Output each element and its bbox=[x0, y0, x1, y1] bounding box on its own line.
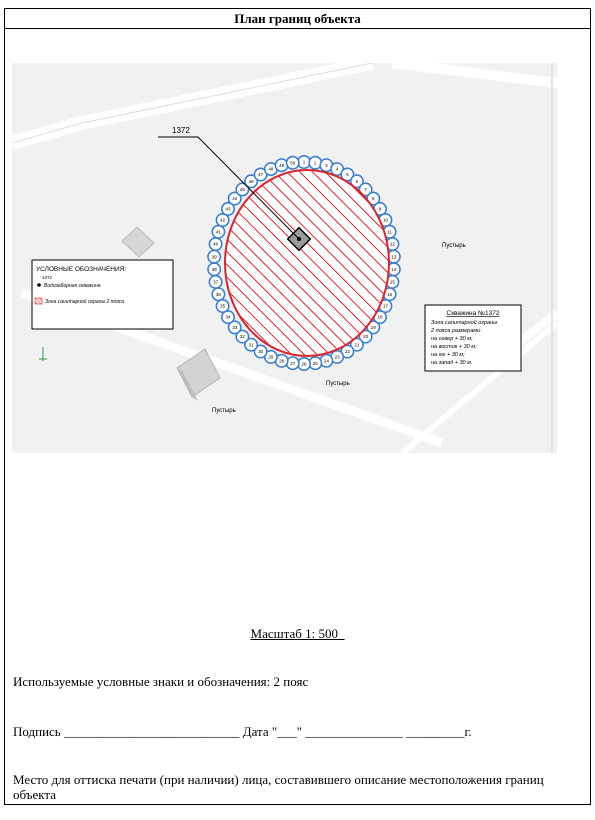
boundary-point-number: 30 bbox=[258, 349, 264, 355]
boundary-point-number: 2 bbox=[314, 160, 317, 166]
info-title: Скважина №1372 bbox=[446, 310, 500, 317]
boundary-point-number: 20 bbox=[363, 334, 369, 340]
page-title: План границ объекта bbox=[5, 9, 590, 29]
info-line: 2 пояса размерами: bbox=[431, 328, 482, 334]
legend-title: УСЛОВНЫЕ ОБОЗНАЧЕНИЯ: bbox=[36, 266, 127, 273]
boundary-point-number: 17 bbox=[382, 303, 388, 309]
boundary-point-number: 13 bbox=[391, 254, 397, 260]
boundary-point-number: 11 bbox=[387, 229, 392, 235]
boundary-point-number: 18 bbox=[377, 314, 383, 320]
signature-date-line: Подпись ___________________________ Дата "___" _______________ _________г. bbox=[13, 724, 472, 739]
boundary-point-number: 29 bbox=[268, 354, 274, 360]
well-number-label: 1372 bbox=[172, 126, 190, 135]
boundary-point-number: 47 bbox=[258, 172, 264, 178]
boundary-point-number: 23 bbox=[334, 354, 340, 360]
boundary-point-number: 49 bbox=[279, 162, 285, 168]
boundary-point-number: 50 bbox=[290, 160, 296, 166]
legend-well-number: 1372 bbox=[42, 275, 53, 280]
boundary-point-number: 12 bbox=[389, 241, 395, 247]
map-legend bbox=[32, 260, 173, 329]
site-plan-map bbox=[12, 63, 557, 453]
boundary-point-number: 46 bbox=[248, 178, 254, 184]
sanitary-zone-2-belt bbox=[225, 170, 389, 356]
place-label: Пустырь bbox=[326, 381, 350, 387]
boundary-point-number: 19 bbox=[370, 325, 376, 330]
boundary-point-number: 41 bbox=[215, 229, 221, 235]
info-line: на север + 30 м; bbox=[431, 336, 473, 342]
boundary-point-number: 27 bbox=[290, 360, 296, 366]
legend-zone-text: Зона санитарной охраны 2 пояса bbox=[45, 299, 125, 305]
boundary-point-number: 37 bbox=[213, 279, 219, 285]
place-label: Пустырь bbox=[212, 408, 236, 414]
boundary-point-number: 22 bbox=[344, 349, 350, 355]
boundary-point-number: 48 bbox=[268, 166, 274, 172]
boundary-point-number: 21 bbox=[354, 342, 360, 348]
boundary-point-number: 45 bbox=[239, 187, 245, 192]
legend-zone-swatch bbox=[35, 298, 42, 304]
info-line: на восток + 30 м; bbox=[431, 344, 477, 350]
place-label: Пустырь bbox=[442, 243, 466, 249]
well-info-box bbox=[425, 305, 521, 371]
boundary-point-number: 31 bbox=[248, 342, 254, 348]
boundary-point-number: 40 bbox=[213, 241, 219, 247]
boundary-point-number: 3 bbox=[325, 162, 328, 168]
boundary-point-number: 14 bbox=[391, 266, 397, 272]
symbols-text: Используемые условные знаки и обозначения: 2 пояс bbox=[13, 674, 309, 689]
document-frame bbox=[4, 8, 591, 805]
stamp-place-text: Место для оттиска печати (при наличии) лица, составившего описание местоположения границ объекта bbox=[13, 772, 544, 802]
boundary-point-number: 9 bbox=[378, 206, 382, 212]
boundary-point-number: 26 bbox=[301, 361, 307, 367]
boundary-point-number: 34 bbox=[225, 314, 231, 320]
boundary-point-number: 44 bbox=[232, 196, 238, 202]
legend-well-icon bbox=[37, 283, 41, 287]
boundary-point-number: 8 bbox=[372, 196, 375, 202]
boundary-point-number: 39 bbox=[211, 254, 217, 260]
boundary-point-number: 36 bbox=[215, 291, 221, 297]
info-line: Зона санитарной охраны bbox=[431, 320, 498, 326]
legend-well-text: Водозаборная скважина bbox=[44, 283, 101, 289]
boundary-point-number: 32 bbox=[239, 334, 245, 340]
boundary-point-number: 38 bbox=[211, 266, 217, 272]
boundary-point-number: 43 bbox=[225, 206, 231, 212]
boundary-point-number: 33 bbox=[232, 325, 238, 330]
boundary-point-number: 6 bbox=[355, 178, 359, 184]
boundary-point-number: 35 bbox=[220, 303, 226, 309]
boundary-point-number: 4 bbox=[335, 166, 339, 172]
boundary-point-number: 16 bbox=[387, 291, 393, 297]
boundary-point-number: 10 bbox=[382, 217, 388, 223]
info-line: на запад + 30 м. bbox=[431, 360, 473, 366]
boundary-point-number: 42 bbox=[220, 217, 226, 223]
boundary-point-number: 1 bbox=[302, 159, 306, 165]
boundary-point-number: 5 bbox=[346, 172, 349, 178]
boundary-point-number: 25 bbox=[312, 360, 318, 366]
boundary-point-number: 28 bbox=[279, 358, 285, 364]
boundary-point-number: 15 bbox=[389, 279, 395, 285]
info-line: на юг + 30 м; bbox=[431, 352, 465, 358]
boundary-point-number: 7 bbox=[364, 187, 367, 192]
boundary-point-number: 24 bbox=[323, 358, 329, 364]
scale-text: Масштаб 1: 500_ bbox=[250, 626, 345, 641]
